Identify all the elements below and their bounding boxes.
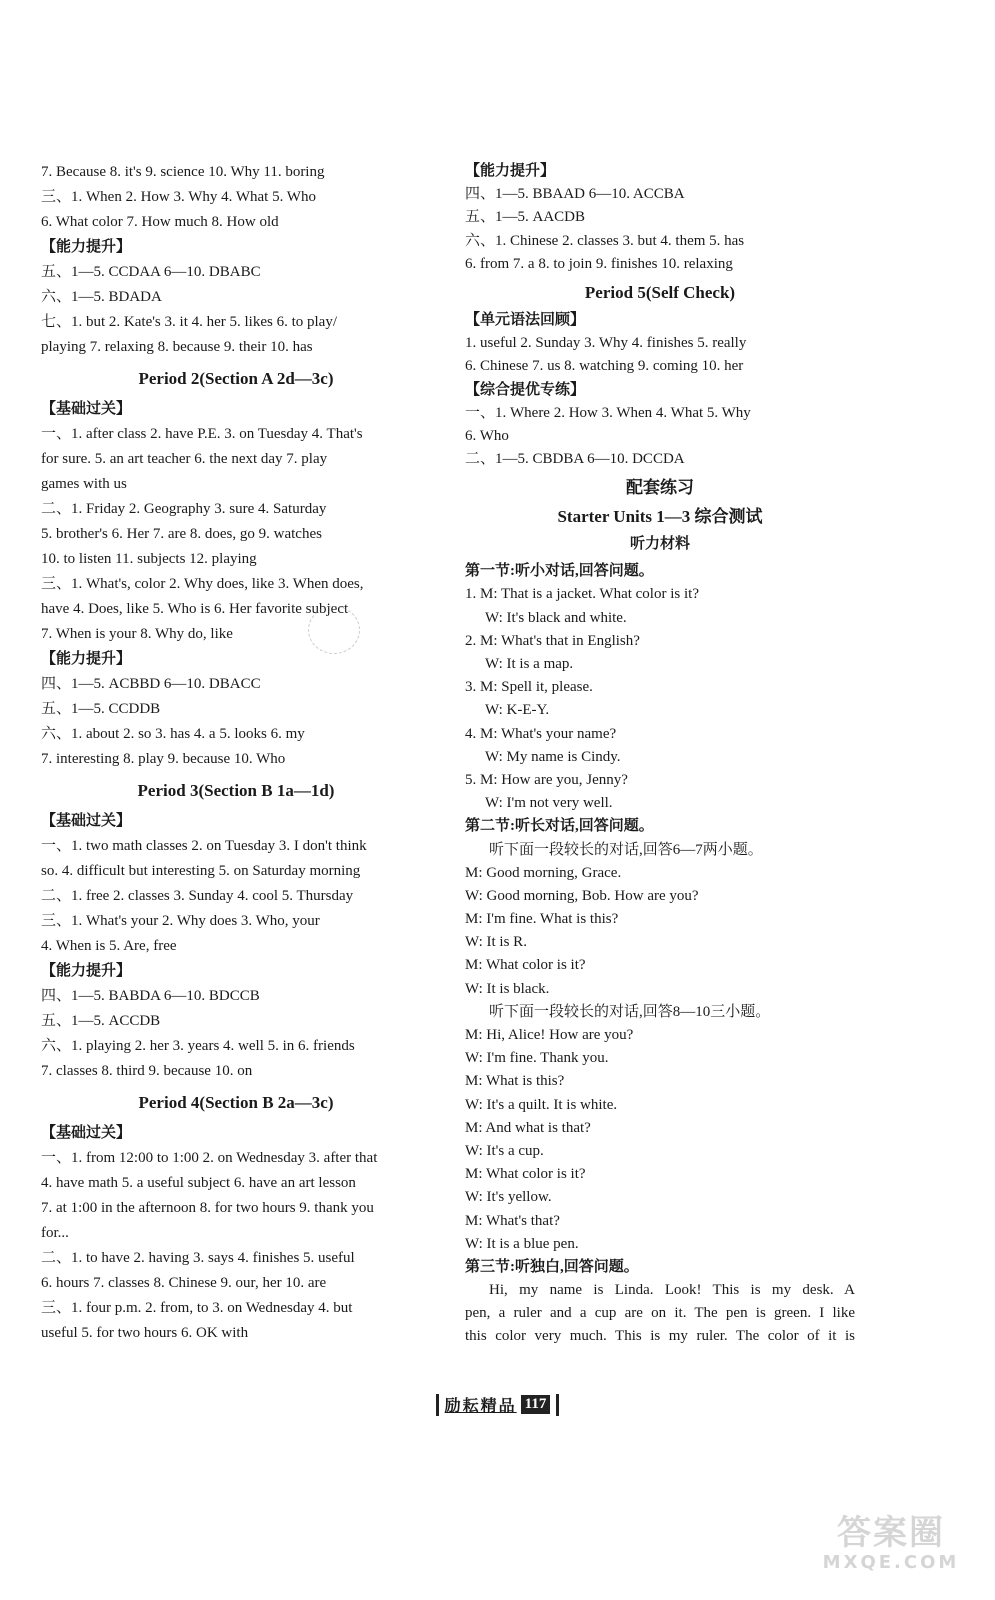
footer-brand: 励耘精品 <box>444 1398 517 1415</box>
section-heading: Period 3(Section B 1a—1d) <box>137 781 335 800</box>
answer-line: 6. hours 7. classes 8. Chinese 9. our, her 10. are <box>41 1275 327 1291</box>
answer-line: 一、1. after class 2. have P.E. 3. on Tuesday 4. That's <box>41 426 363 442</box>
section-label: 【能力提升】 <box>41 239 132 255</box>
answer-line: 7. interesting 8. play 9. because 10. Who <box>41 751 286 767</box>
answer-line: for... <box>41 1225 69 1241</box>
answer-line: 四、1—5. BABDA 6—10. BDCCB <box>41 988 260 1004</box>
answer-line: 6. Who <box>465 427 509 444</box>
instruction-line: 听下面一段较长的对话,回答6—7两小题。 <box>489 841 763 858</box>
answer-line: W: It's yellow. <box>465 1189 552 1206</box>
answer-line: M: What color is it? <box>465 957 586 974</box>
answer-line: 二、1. free 2. classes 3. Sunday 4. cool 5. Thursday <box>41 888 354 904</box>
answer-line: W: It is black. <box>465 980 550 997</box>
answer-line: M: What is this? <box>465 1073 565 1090</box>
answer-line: 6. What color 7. How much 8. How old <box>41 214 279 230</box>
section-label: 第一节:听小对话,回答问题。 <box>465 563 654 580</box>
section-label: 【单元语法回顾】 <box>465 311 586 328</box>
answer-line: 三、1. What's your 2. Why does 3. Who, your <box>41 913 320 929</box>
answer-line: 七、1. but 2. Kate's 3. it 4. her 5. likes 6. to play/ <box>41 314 338 330</box>
answer-line: 六、1. about 2. so 3. has 4. a 5. looks 6. my <box>41 726 305 742</box>
answer-line: 3. M: Spell it, please. <box>465 679 593 696</box>
answer-line: 7. at 1:00 in the afternoon 8. for two hours 9. thank you <box>41 1200 374 1216</box>
dialogue-line: W: It's black and white. <box>485 609 627 626</box>
monologue-line: pen, a ruler and a cup are on it. The pen is green. I like <box>465 1305 855 1322</box>
answer-line: playing 7. relaxing 8. because 9. their 10. has <box>41 339 313 355</box>
answer-line: 三、1. When 2. How 3. Why 4. What 5. Who <box>41 189 316 205</box>
answer-line: W: It is R. <box>465 934 527 951</box>
answer-line: 4. M: What's your name? <box>465 725 617 742</box>
answer-line: 7. classes 8. third 9. because 10. on <box>41 1063 253 1079</box>
answer-line: M: Good morning, Grace. <box>465 864 622 881</box>
monologue-line: this color very much. This is my ruler. The color of it is <box>465 1328 855 1345</box>
answer-line: for sure. 5. an art teacher 6. the next day 7. play <box>41 451 328 467</box>
answer-line: 5. brother's 6. Her 7. are 8. does, go 9. watches <box>41 526 322 542</box>
answer-line: 7. When is your 8. Why do, like <box>41 626 233 642</box>
answer-line: M: I'm fine. What is this? <box>465 911 619 928</box>
footer-bar-right <box>556 1394 559 1416</box>
answer-line: W: It's a cup. <box>465 1142 544 1159</box>
answer-line: have 4. Does, like 5. Who is 6. Her favorite subject <box>41 601 349 617</box>
footer-bar-left <box>436 1394 439 1416</box>
section-label: 【能力提升】 <box>465 163 556 179</box>
answer-line: useful 5. for two hours 6. OK with <box>41 1325 249 1341</box>
section-heading: Period 5(Self Check) <box>584 282 736 302</box>
answer-line: W: It's a quilt. It is white. <box>465 1096 618 1113</box>
section-label: 【能力提升】 <box>41 963 132 979</box>
answer-line: M: What color is it? <box>465 1166 586 1183</box>
ink-stamp-mark <box>308 606 360 654</box>
answer-line: 4. have math 5. a useful subject 6. have an art lesson <box>41 1175 356 1191</box>
section-heading: Period 2(Section A 2d—3c) <box>138 369 334 388</box>
section-label: 第三节:听独白,回答问题。 <box>465 1258 639 1275</box>
answer-line: W: It is a blue pen. <box>465 1235 579 1252</box>
answer-line: 四、1—5. BBAAD 6—10. ACCBA <box>465 186 685 203</box>
section-label: 【基础过关】 <box>41 401 132 417</box>
page-footer <box>0 1393 995 1416</box>
section-heading: 配套练习 <box>626 478 694 498</box>
right-column <box>465 160 855 1349</box>
answer-line: 一、1. two math classes 2. on Tuesday 3. I don't think <box>41 838 367 854</box>
answer-line: 1. M: That is a jacket. What color is it? <box>465 586 699 603</box>
answer-line: 一、1. Where 2. How 3. When 4. What 5. Why <box>465 404 751 421</box>
answer-line: W: I'm fine. Thank you. <box>465 1050 609 1067</box>
answer-line: W: Good morning, Bob. How are you? <box>465 887 699 904</box>
watermark-logo <box>811 1514 971 1574</box>
answer-line: 6. Chinese 7. us 8. watching 9. coming 10. her <box>465 358 744 375</box>
answer-line: 二、1. to have 2. having 3. says 4. finishes 5. useful <box>41 1250 355 1266</box>
answer-line: M: Hi, Alice! How are you? <box>465 1027 634 1043</box>
section-label: 第二节:听长对话,回答问题。 <box>465 818 654 835</box>
section-label: 【综合提优专练】 <box>465 381 586 398</box>
answer-line: 二、1—5. CBDBA 6—10. DCCDA <box>465 451 685 468</box>
answer-line: 三、1. four p.m. 2. from, to 3. on Wednesday 4. but <box>41 1300 353 1316</box>
dialogue-line: W: I'm not very well. <box>485 795 613 812</box>
answer-line: 10. to listen 11. subjects 12. playing <box>41 551 257 567</box>
answer-line: 三、1. What's, color 2. Why does, like 3. When does, <box>41 576 364 592</box>
answer-line: 五、1—5. CCDAA 6—10. DBABC <box>41 264 261 280</box>
answer-line: 一、1. from 12:00 to 1:00 2. on Wednesday 3. after that <box>41 1150 378 1166</box>
sub-heading: 听力材料 <box>629 536 690 553</box>
instruction-line: 听下面一段较长的对话,回答8—10三小题。 <box>489 1003 771 1020</box>
answer-line: 六、1. Chinese 2. classes 3. but 4. them 5. has <box>465 232 745 249</box>
answer-line: M: And what is that? <box>465 1119 591 1136</box>
section-label: 【基础过关】 <box>41 813 132 829</box>
dialogue-line: W: My name is Cindy. <box>485 748 621 765</box>
answer-line: 四、1—5. ACBBD 6—10. DBACC <box>41 676 261 692</box>
left-column <box>41 160 431 1346</box>
watermark-url: MXQE.COM <box>822 1552 960 1573</box>
answer-line: 1. useful 2. Sunday 3. Why 4. finishes 5. really <box>465 335 747 352</box>
answer-line: 六、1—5. BDADA <box>41 289 162 305</box>
answer-line: 五、1—5. ACCDB <box>41 1013 161 1029</box>
answer-line: games with us <box>41 476 127 492</box>
answer-line: 五、1—5. CCDDB <box>41 701 161 717</box>
answer-line: 二、1. Friday 2. Geography 3. sure 4. Saturday <box>41 501 327 517</box>
section-heading: Period 4(Section B 2a—3c) <box>138 1093 334 1112</box>
answer-line: 5. M: How are you, Jenny? <box>465 771 628 788</box>
section-heading: Starter Units 1—3 综合测试 <box>557 507 763 527</box>
answer-line: 4. When is 5. Are, free <box>41 938 177 954</box>
watermark-text: 答案圈 <box>837 1513 945 1553</box>
section-label: 【基础过关】 <box>41 1125 132 1141</box>
answer-line: 7. Because 8. it's 9. science 10. Why 11. boring <box>41 164 325 180</box>
answer-line: 五、1—5. AACDB <box>465 209 586 226</box>
answer-line: 2. M: What's that in English? <box>465 632 640 649</box>
section-label: 【能力提升】 <box>41 651 132 667</box>
dialogue-line: W: K-E-Y. <box>485 702 550 719</box>
answer-line: 6. from 7. a 8. to join 9. finishes 10. relaxing <box>465 255 733 272</box>
dialogue-line: W: It is a map. <box>485 656 574 672</box>
answer-line: 六、1. playing 2. her 3. years 4. well 5. in 6. friends <box>41 1038 355 1054</box>
monologue-line: Hi, my name is Linda. Look! This is my desk. A <box>489 1282 855 1299</box>
page-number: 117 <box>521 1395 551 1414</box>
answer-line: so. 4. difficult but interesting 5. on Saturday morning <box>41 863 361 879</box>
answer-line: M: What's that? <box>465 1212 560 1229</box>
